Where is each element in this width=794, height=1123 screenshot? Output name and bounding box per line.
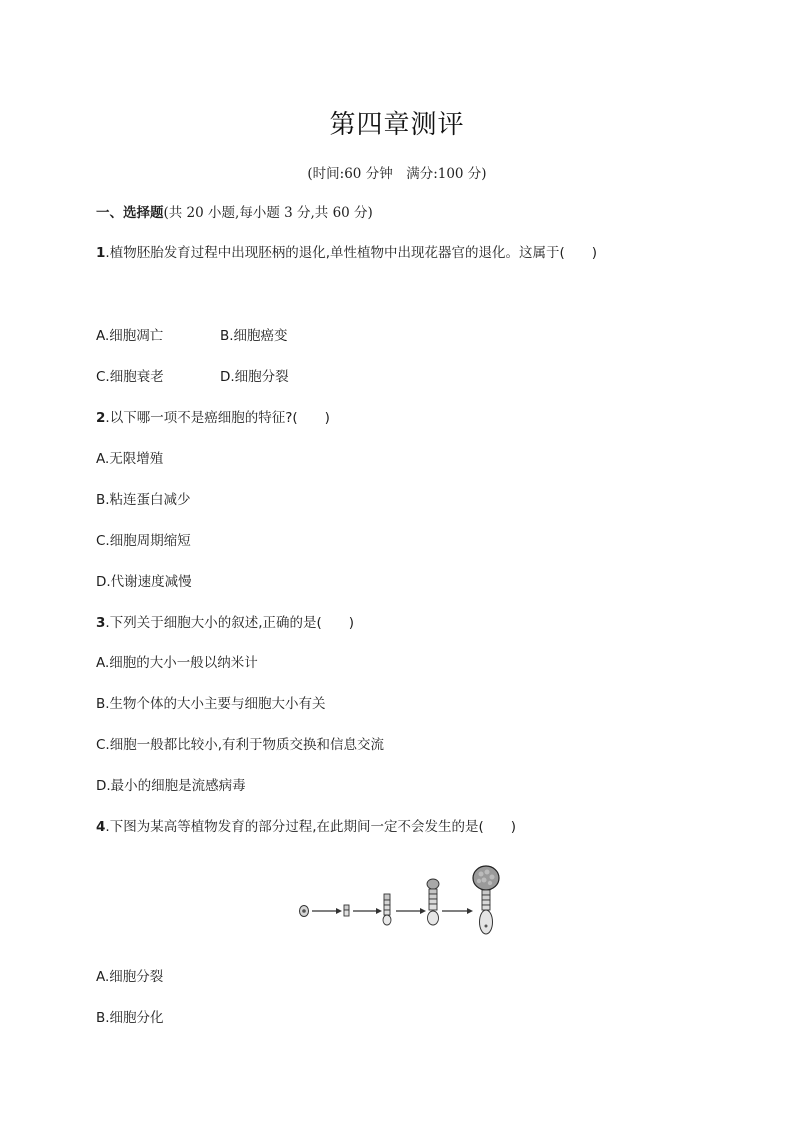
arrow-icon	[353, 908, 382, 914]
stage-two-cell	[344, 905, 349, 916]
option-a: A.细胞凋亡	[96, 328, 164, 344]
stage-globular	[427, 879, 439, 925]
question-number: 3	[96, 615, 106, 631]
option-c: C.细胞一般都比较小,有利于物质交换和信息交流	[96, 737, 385, 753]
arrow-icon	[312, 908, 342, 914]
question-text: .植物胚胎发育过程中出现胚柄的退化,单性植物中出现花器官的退化。这属于( )	[105, 245, 598, 261]
section-title: 一、选择题	[96, 205, 164, 221]
exam-info: (时间:60 分钟 满分:100 分)	[307, 166, 487, 182]
question-1-options-row-2	[96, 368, 289, 386]
section-heading	[96, 204, 373, 222]
question-1	[96, 244, 597, 262]
option-b: B.细胞癌变	[220, 328, 288, 344]
option-d: D.细胞分裂	[220, 369, 289, 385]
stage-embryo	[473, 866, 499, 934]
option-b: B.生物个体的大小主要与细胞大小有关	[96, 696, 326, 712]
question-text: .以下哪一项不是癌细胞的特征?( )	[105, 410, 330, 426]
embryo-development-figure	[296, 858, 506, 948]
option-d: D.最小的细胞是流感病毒	[96, 778, 246, 794]
question-4	[96, 818, 516, 836]
question-number: 1	[96, 245, 106, 261]
option-d: D.代谢速度减慢	[96, 574, 192, 590]
option-a: A.无限增殖	[96, 451, 164, 467]
arrow-icon	[396, 908, 426, 914]
section-note: (共 20 小题,每小题 3 分,共 60 分)	[163, 205, 373, 221]
question-text: .下图为某高等植物发育的部分过程,在此期间一定不会发生的是( )	[105, 819, 517, 835]
option-b: B.细胞分化	[96, 1010, 164, 1026]
question-number: 4	[96, 819, 106, 835]
option-c: C.细胞周期缩短	[96, 533, 191, 549]
option-b: B.粘连蛋白减少	[96, 492, 191, 508]
question-2	[96, 409, 330, 427]
option-a: A.细胞分裂	[96, 969, 164, 985]
stage-proembryo	[383, 894, 391, 925]
option-c: C.细胞衰老	[96, 369, 164, 385]
arrow-icon	[442, 908, 473, 914]
page-title: 第四章测评	[329, 110, 465, 140]
question-1-options-row-1	[96, 327, 288, 345]
stage-zygote	[300, 906, 309, 917]
question-number: 2	[96, 410, 106, 426]
question-text: .下列关于细胞大小的叙述,正确的是( )	[105, 615, 355, 631]
question-3	[96, 614, 354, 632]
option-a: A.细胞的大小一般以纳米计	[96, 655, 258, 671]
